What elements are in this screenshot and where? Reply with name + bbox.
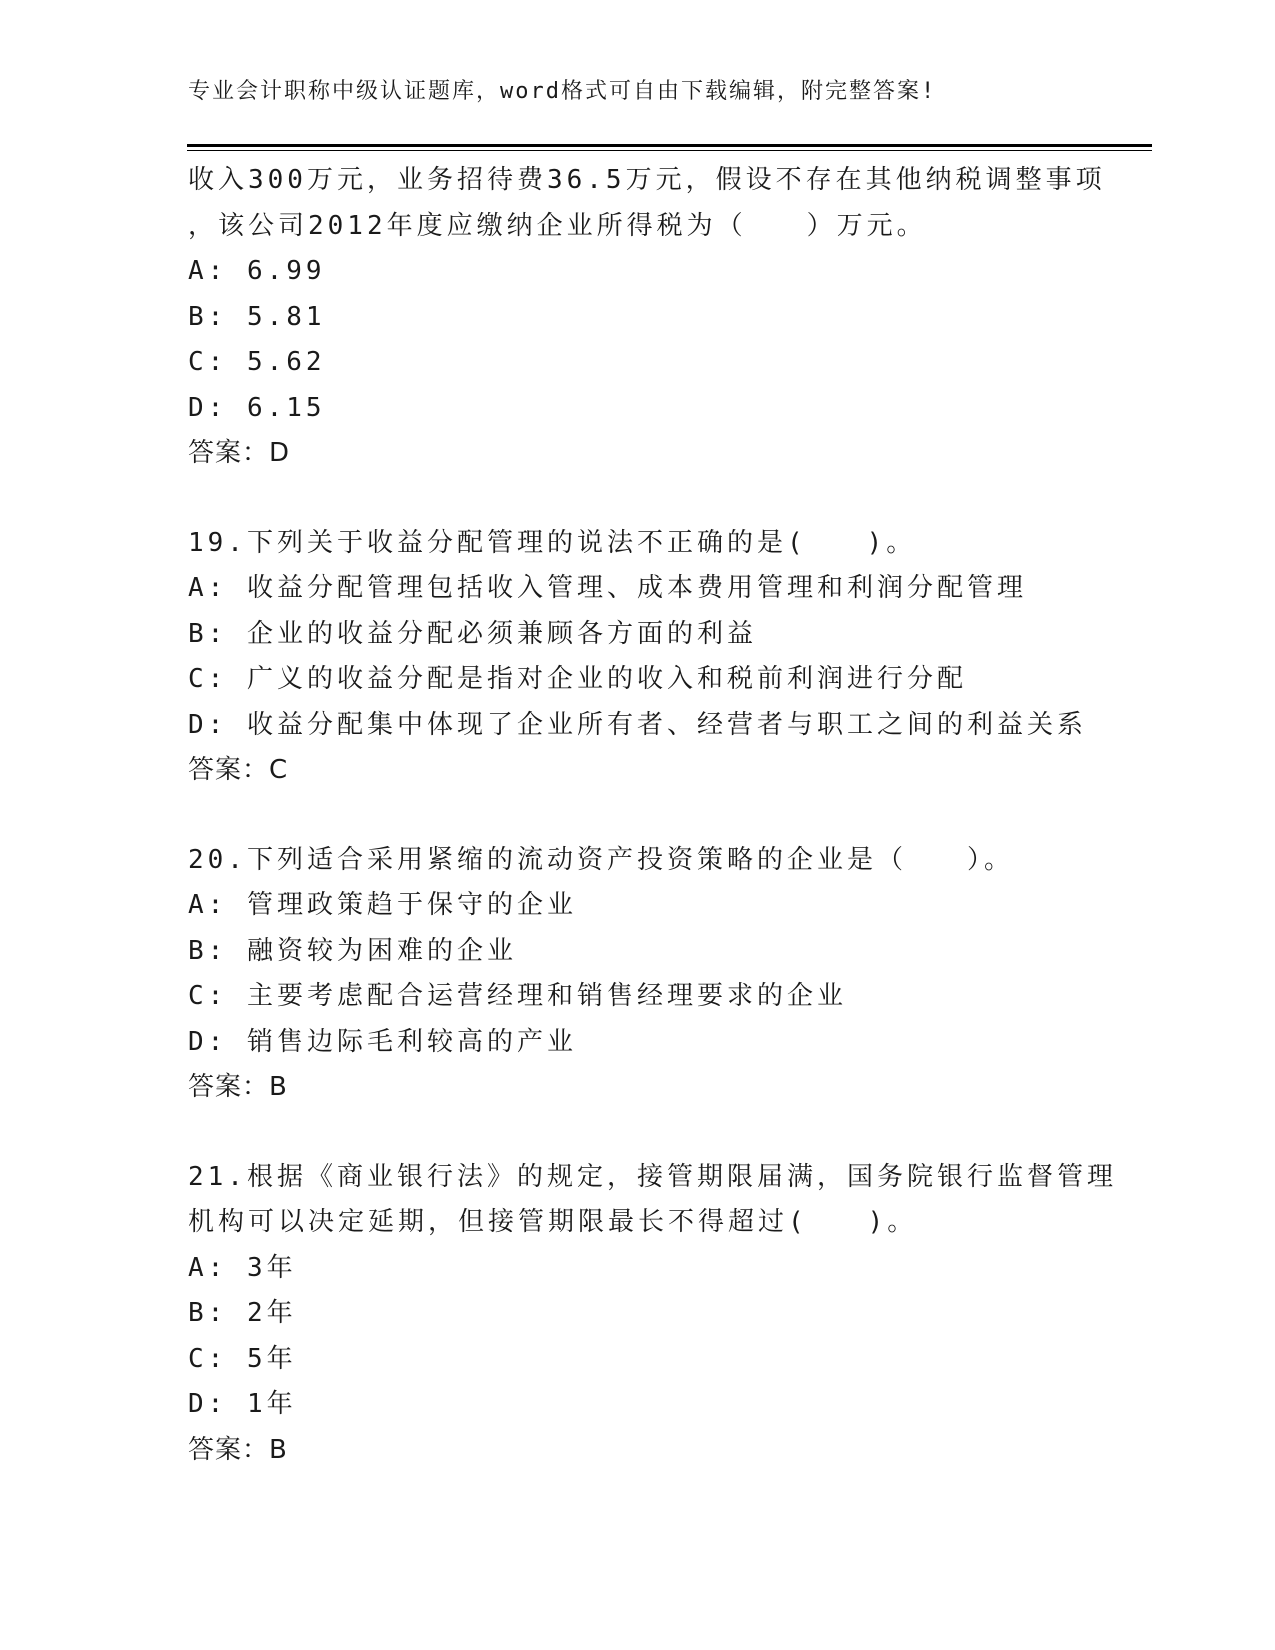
question-18 bbox=[188, 158, 1128, 477]
option-c: C: 5年 bbox=[188, 1343, 297, 1374]
option-b: B: 企业的收益分配必须兼顾各方面的利益 bbox=[188, 618, 757, 649]
question-list bbox=[188, 158, 1128, 1473]
question-gap bbox=[188, 794, 1128, 838]
option-b: B: 2年 bbox=[188, 1298, 297, 1328]
option-c: C: 5.62 bbox=[188, 347, 326, 377]
option-a: A: 收益分配管理包括收入管理、成本费用管理和利润分配管理 bbox=[188, 573, 1027, 603]
question-gap bbox=[188, 1111, 1128, 1155]
question-stem: 19.下列关于收益分配管理的说法不正确的是( )。 bbox=[188, 527, 917, 558]
page-header: 专业会计职称中级认证题库，word格式可自由下载编辑，附完整答案! bbox=[188, 79, 937, 104]
question-stem: 机构可以决定延期，但接管期限最长不得超过( )。 bbox=[188, 1207, 918, 1237]
option-b: B: 融资较为困难的企业 bbox=[188, 935, 517, 966]
question-19 bbox=[188, 521, 1128, 794]
answer-line: 答案：B bbox=[188, 1434, 288, 1465]
option-d: D: 6.15 bbox=[188, 392, 326, 423]
question-20 bbox=[188, 838, 1128, 1111]
option-a: A: 管理政策趋于保守的企业 bbox=[188, 890, 577, 920]
question-stem: 收入300万元，业务招待费36.5万元，假设不存在其他纳税调整事项 bbox=[188, 165, 1106, 195]
option-d: D: 销售边际毛利较高的产业 bbox=[188, 1026, 577, 1057]
option-d: D: 收益分配集中体现了企业所有者、经营者与职工之间的利益关系 bbox=[188, 709, 1087, 740]
answer-line: 答案：D bbox=[188, 438, 291, 468]
question-21 bbox=[188, 1155, 1128, 1474]
option-c: C: 主要考虑配合运营经理和销售经理要求的企业 bbox=[188, 981, 847, 1011]
option-d: D: 1年 bbox=[188, 1389, 297, 1419]
question-stem: ，该公司2012年度应缴纳企业所得税为（ ）万元。 bbox=[188, 210, 927, 241]
answer-line: 答案：B bbox=[188, 1072, 288, 1102]
option-b: B: 5.81 bbox=[188, 301, 326, 332]
question-stem: 20.下列适合采用紧缩的流动资产投资策略的企业是（ ）。 bbox=[188, 844, 1014, 875]
option-a: A: 3年 bbox=[188, 1252, 297, 1283]
header-rule-thin bbox=[187, 150, 1152, 151]
option-a: A: 6.99 bbox=[188, 256, 326, 286]
question-gap bbox=[188, 477, 1128, 521]
answer-line: 答案：C bbox=[188, 755, 289, 785]
header-rule-thick bbox=[187, 144, 1152, 147]
question-stem: 21.根据《商业银行法》的规定，接管期限届满，国务院银行监督管理 bbox=[188, 1161, 1117, 1192]
option-c: C: 广义的收益分配是指对企业的收入和税前利润进行分配 bbox=[188, 664, 967, 694]
